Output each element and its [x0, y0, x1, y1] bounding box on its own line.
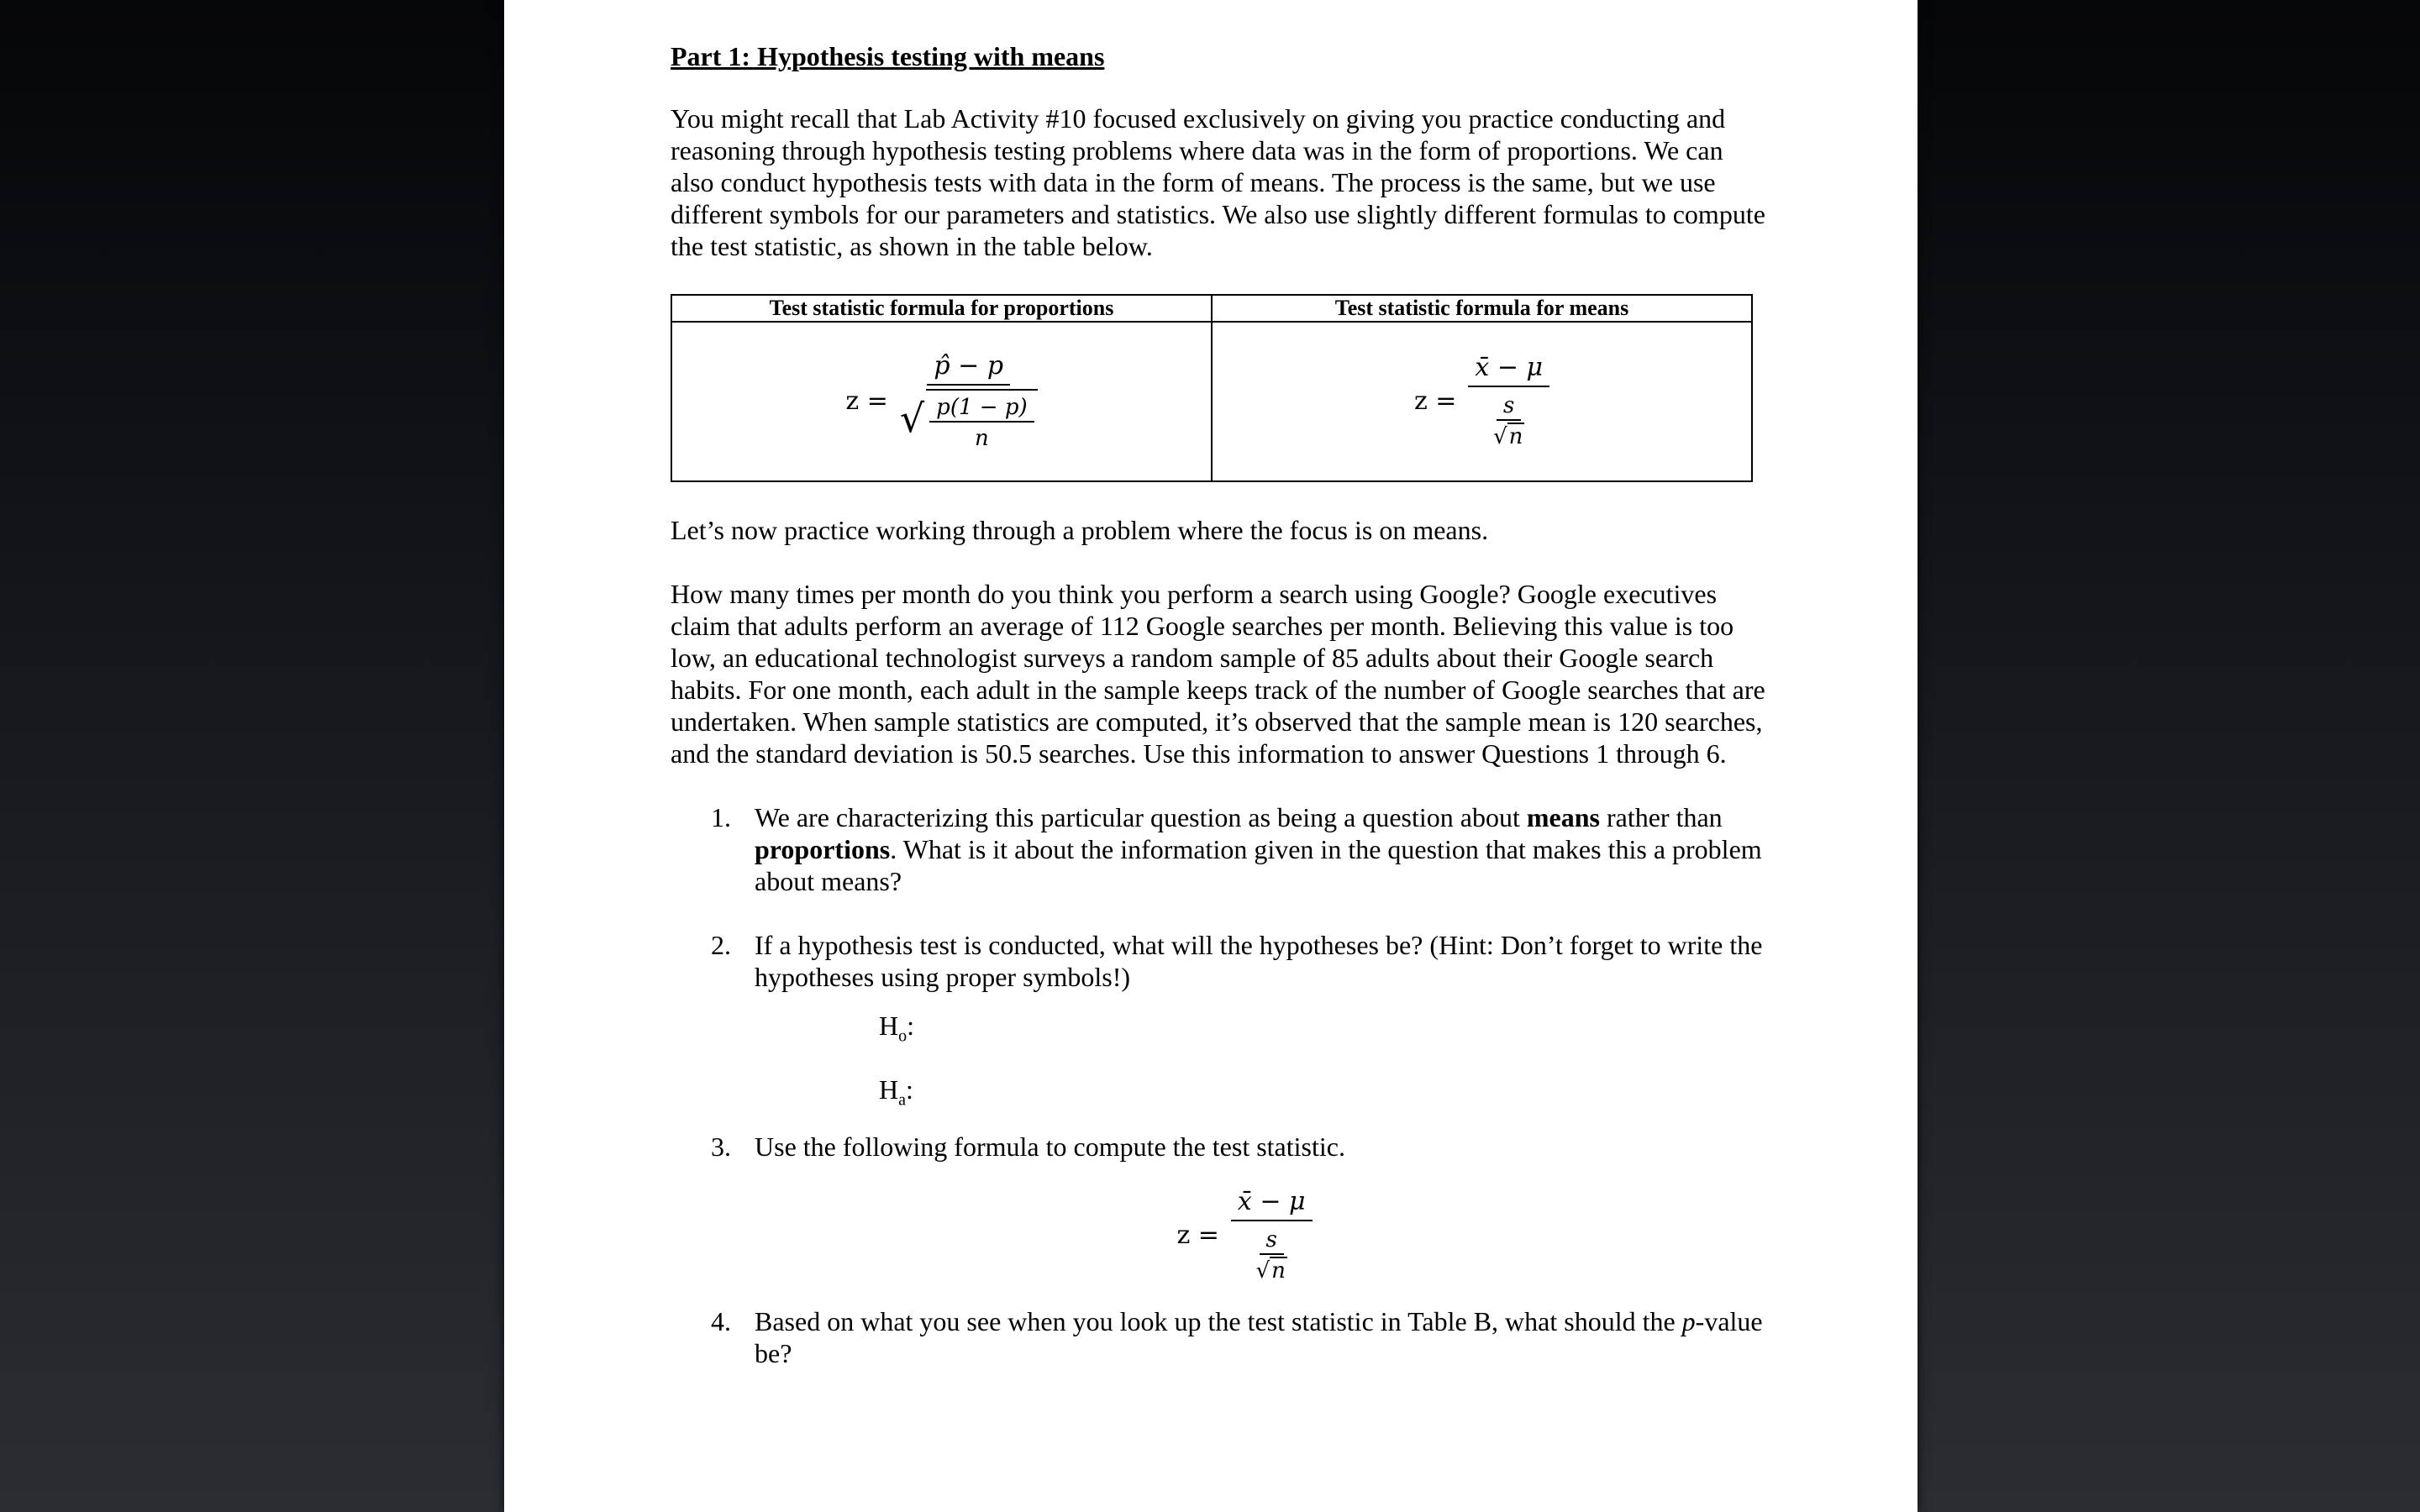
question-number: 2.: [711, 930, 731, 960]
document-content: [671, 40, 1768, 1401]
question-number: 3.: [711, 1131, 731, 1162]
section-heading: Part 1: Hypothesis testing with means: [671, 41, 1105, 71]
proportions-radicand-den: n: [975, 426, 989, 451]
null-hypothesis: $H_o$:: [879, 1011, 914, 1046]
document-page: [504, 0, 1918, 1512]
question-3: 3. Use the following formula to compute the test statistic.: [711, 1131, 1345, 1162]
means-lhs: z =: [1413, 386, 1457, 416]
formula-table: [671, 294, 1753, 482]
question-2: 2. If a hypothesis test is conducted, what will the hypotheses be? (Hint: Don’t forget to write the hypotheses using proper symbols!): [711, 930, 1763, 992]
q3-fraction: $\frac{x̄ - \mu}{\frac{s}{√n}}$: [1231, 1188, 1313, 1284]
proportions-lhs: z =: [845, 386, 888, 416]
means-fraction: $\frac{x̄ - \mu}{\frac{s}{√n}}$: [1468, 354, 1549, 449]
question-4: 4. Based on what you see when you look up the test statistic in Table B, what should the p-value be?: [711, 1306, 1763, 1368]
question-number: 1.: [711, 802, 731, 832]
proportions-numerator: p̂ − p: [927, 352, 1010, 386]
cell-means-formula: [1212, 322, 1752, 481]
question-number: 4.: [711, 1306, 731, 1336]
q3-inner-num: s: [1260, 1228, 1284, 1255]
means-formula: [1414, 354, 1549, 449]
means-inner-den: n: [1508, 424, 1523, 449]
proportions-radicand-num: p(1 − p): [929, 396, 1034, 423]
q3-numerator: x̄ − μ: [1231, 1188, 1313, 1221]
alternative-hypothesis: $H_a$:: [879, 1074, 913, 1110]
question-list-continued: [671, 1131, 1768, 1163]
question-list-final: [671, 1305, 1768, 1369]
means-inner-num: s: [1497, 394, 1521, 421]
cell-proportions-formula: [671, 322, 1212, 481]
q3-formula: [1176, 1188, 1312, 1284]
header-proportions: Test statistic formula for proportions: [671, 295, 1212, 322]
question-list: [671, 801, 1768, 993]
sqrt-symbol: √: [899, 396, 925, 441]
q3-inner-den: n: [1271, 1258, 1286, 1284]
q3-lhs: z =: [1176, 1221, 1219, 1250]
q3-formula-block: [671, 1188, 1768, 1284]
proportions-fraction: [900, 352, 1038, 451]
question-1: 1. We are characterizing this particular question as being a question about means rather than proportions. What is it about the information given in the question that makes this a problem about means?: [711, 802, 1762, 896]
proportions-sqrt: [900, 389, 1038, 451]
header-means: Test statistic formula for means: [1212, 295, 1752, 322]
intro-paragraph: You might recall that Lab Activity #10 focused exclusively on giving you practice conducting and reasoning through hypothesis testing problems where data was in the form of proportions. We can also conduct hypothesis tests with data in the form of means. The process is the same, but we use different symbols for our parameters and statistics. We also use slightly different formulas to compute the test statistic, as shown in the table below.: [671, 103, 1765, 261]
proportions-formula: [845, 352, 1037, 451]
transition-paragraph: Let’s now practice working through a problem where the focus is on means.: [671, 515, 1489, 545]
means-numerator: x̄ − μ: [1468, 354, 1549, 387]
problem-paragraph: How many times per month do you think you perform a search using Google? Google executives claim that adults perform an average of 112 Google searches per month. Believing this value is too low, an educational technologist surveys a random sample of 85 adults about their Google search habits. For one month, each adult in the sample keeps track of the number of Google searches that are undertaken. When sample statistics are computed, it’s observed that the sample mean is 120 searches, and the standard deviation is 50.5 searches. Use this information to answer Questions 1 through 6.: [671, 579, 1765, 769]
